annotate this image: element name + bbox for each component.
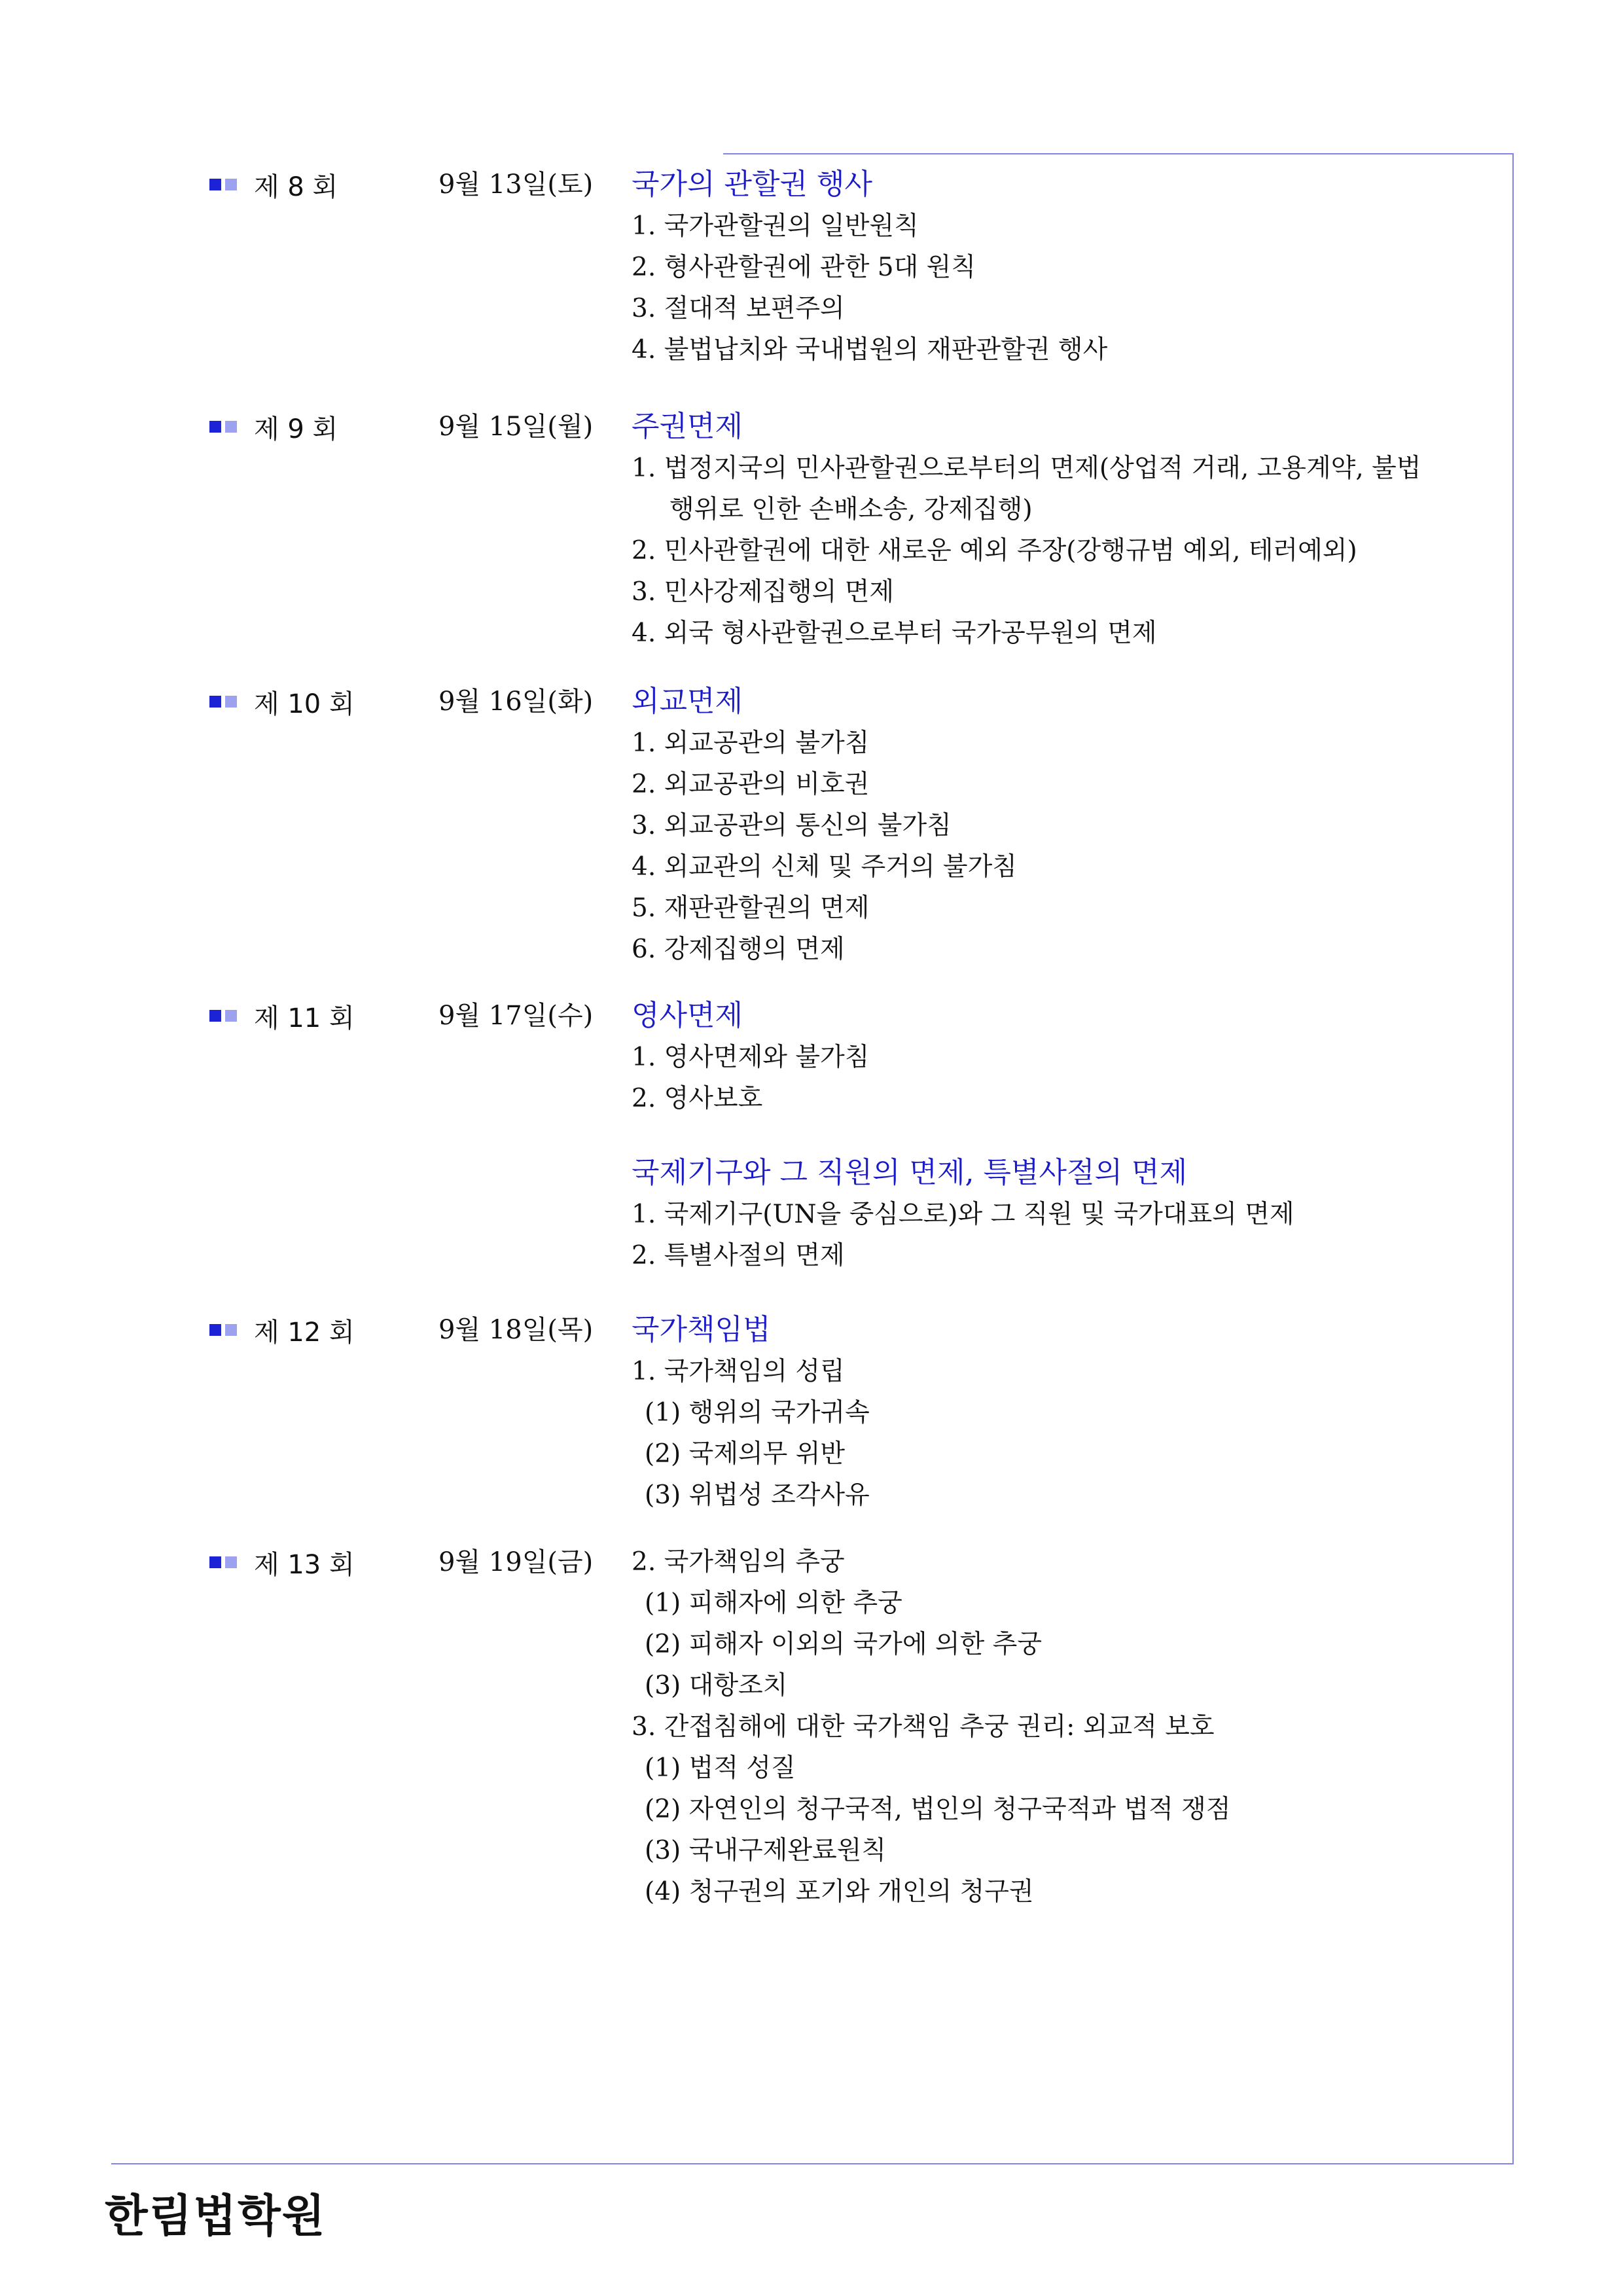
bullet-square-icon	[209, 421, 221, 433]
bullet-square-icon	[225, 179, 237, 190]
sub-item: (4) 청구권의 포기와 개인의 청구권	[645, 1877, 1034, 1907]
list-item: 1. 영사면제와 불가침	[632, 1043, 870, 1072]
list-item: 3. 외교공관의 통신의 불가침	[632, 811, 952, 840]
topic-title: 국가의 관할권 행사	[632, 168, 873, 201]
sub-item: (3) 위법성 조각사유	[645, 1480, 870, 1510]
session-number: 제 13 회	[254, 1549, 355, 1580]
list-item: 3. 민사강제집행의 면제	[632, 577, 895, 607]
list-item: 2. 특별사절의 면제	[632, 1241, 845, 1270]
session-date: 9월 17일(수)	[438, 1001, 594, 1031]
sub-item: (2) 피해자 이외의 국가에 의한 추궁	[645, 1630, 1042, 1659]
bullet-square-icon	[209, 696, 221, 708]
session-content	[632, 1541, 1482, 1912]
sub-item: (3) 대항조치	[645, 1671, 788, 1700]
session-content	[632, 164, 1482, 370]
bullet-square-icon	[225, 696, 237, 708]
list-item: 1. 외교공관의 불가침	[632, 728, 870, 758]
sub-item: (1) 법적 성질	[645, 1753, 796, 1783]
bullet-square-icon	[209, 1324, 221, 1336]
sub-item: (1) 피해자에 의한 추궁	[645, 1588, 902, 1618]
session-label	[209, 164, 338, 206]
sub-item: (1) 행위의 국가귀속	[645, 1398, 870, 1427]
list-item: 2. 영사보호	[632, 1084, 763, 1113]
list-item: 4. 외국 형사관할권으로부터 국가공무원의 면제	[632, 619, 1157, 648]
session-number: 제 12 회	[254, 1317, 355, 1348]
logo-text: 한림법학원	[105, 2190, 327, 2242]
session-label	[209, 995, 355, 1037]
list-item: 행위로 인한 손배소송, 강제집행)	[669, 495, 1033, 524]
topic-title: 국제기구와 그 직원의 면제, 특별사절의 면제	[632, 1156, 1187, 1189]
session-content	[632, 681, 1482, 970]
topic-title: 영사면제	[632, 999, 743, 1032]
session-content	[632, 1309, 1482, 1516]
list-item: 4. 외교관의 신체 및 주거의 불가침	[632, 852, 1017, 882]
session-content	[632, 406, 1482, 654]
frame-right-rule	[1512, 153, 1514, 2164]
list-item: 3. 간접침해에 대한 국가책임 추궁 권리: 외교적 보호	[632, 1712, 1215, 1742]
session-date: 9월 18일(목)	[438, 1315, 594, 1345]
list-item: 6. 강제집행의 면제	[632, 935, 845, 964]
list-item: 1. 국제기구(UN을 중심으로)와 그 직원 및 국가대표의 면제	[632, 1200, 1294, 1229]
session-date: 9월 15일(월)	[438, 412, 594, 442]
block-gap	[632, 1119, 1482, 1152]
bullet-square-icon	[225, 1324, 237, 1336]
sub-item: (2) 국제의무 위반	[645, 1439, 846, 1469]
session-label	[209, 406, 338, 448]
topic-title: 외교면제	[632, 685, 743, 718]
session-date: 9월 16일(화)	[438, 687, 594, 717]
bullet-square-icon	[209, 1556, 221, 1568]
session-label	[209, 681, 355, 723]
session-number: 제 8 회	[254, 171, 338, 202]
sub-item: (2) 자연인의 청구국적, 법인의 청구국적과 법적 쟁점	[645, 1795, 1231, 1824]
list-item: 2. 민사관할권에 대한 새로운 예외 주장(강행규범 예외, 테러예외)	[632, 536, 1357, 565]
list-item: 1. 국가책임의 성립	[632, 1357, 845, 1386]
session-label	[209, 1541, 355, 1583]
bullet-square-icon	[225, 421, 237, 433]
session-date: 9월 19일(금)	[438, 1547, 594, 1577]
session-date: 9월 13일(토)	[438, 170, 594, 200]
session-number: 제 10 회	[254, 689, 355, 719]
bullet-square-icon	[209, 179, 221, 190]
list-item: 3. 절대적 보편주의	[632, 294, 845, 323]
list-item: 5. 재판관할권의 면제	[632, 893, 870, 923]
session-label	[209, 1309, 355, 1351]
bullet-square-icon	[225, 1556, 237, 1568]
list-item: 2. 국가책임의 추궁	[632, 1547, 845, 1577]
list-item: 4. 불법납치와 국내법원의 재판관할권 행사	[632, 335, 1108, 365]
bullet-square-icon	[209, 1010, 221, 1022]
list-item: 2. 외교공관의 비호권	[632, 770, 870, 799]
bullet-square-icon	[225, 1010, 237, 1022]
list-item: 2. 형사관할권에 관한 5대 원칙	[632, 253, 976, 282]
topic-title: 주권면제	[632, 410, 743, 443]
list-item: 1. 국가관할권의 일반원칙	[632, 211, 919, 241]
session-content	[632, 995, 1482, 1276]
session-number: 제 9 회	[254, 414, 338, 444]
topic-title: 국가책임법	[632, 1313, 771, 1346]
frame-bottom-rule	[111, 2163, 1514, 2164]
frame-top-rule	[723, 153, 1514, 154]
session-number: 제 11 회	[254, 1003, 355, 1033]
sub-item: (3) 국내구제완료원칙	[645, 1836, 887, 1865]
footer-logo	[105, 2179, 326, 2245]
list-item: 1. 법정지국의 민사관할권으로부터의 면제(상업적 거래, 고용계약, 불법	[632, 454, 1421, 483]
